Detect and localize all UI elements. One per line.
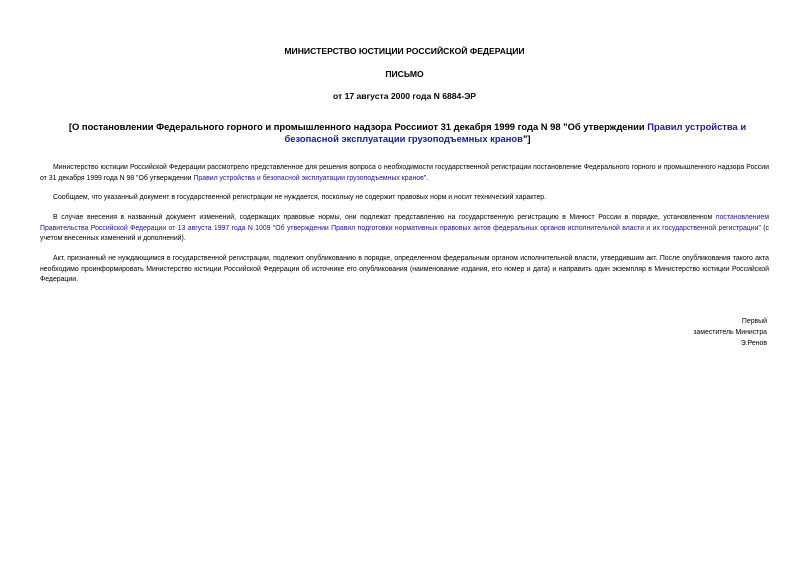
paragraph-review-end: ". bbox=[423, 174, 429, 182]
paragraph-review-text: Министерство юстиции Российской Федерации рассмотрело представленное для решения вопроса о необходимости государственной регистрации постановление Федерального горного и промышленного надзора России от 31 декабря 1999 года N 98 "Об утверждении bbox=[40, 164, 769, 182]
signature-name: Э.Ренов bbox=[740, 340, 767, 347]
signature-title-line1: Первый bbox=[741, 318, 767, 325]
paragraph-changes-text: В случае внесения в названный документ изменений, содержащих правовые нормы, они подлежат представлению на государственную регистрацию в Минюст России в порядке, установленном bbox=[53, 214, 716, 221]
subject-prefix: [О постановлении Федерального горного и промышленного надзора Россииот 31 декабря 1999 года N 98 "Об утверждении bbox=[68, 121, 648, 132]
paragraph-no-registration: Сообщаем, что указанный документ в государственной регистрации не нуждается, поскольку не содержит правовых норм и носит технический характер. bbox=[53, 194, 547, 201]
subject-suffix: "] bbox=[522, 133, 531, 144]
paragraph-changes bbox=[40, 213, 769, 245]
signature-block bbox=[693, 316, 767, 349]
paragraph-review bbox=[40, 163, 769, 184]
subject-rules-link[interactable]: Правил устройства и безопасной эксплуатации грузоподъемных кранов bbox=[284, 121, 747, 144]
document-subject bbox=[50, 121, 765, 145]
rules-link[interactable]: Правил устройства и безопасной эксплуатации грузоподъемных кранов bbox=[193, 174, 424, 182]
government-decree-link[interactable]: постановлением Правительства Российской Федерации от 13 августа 1997 года N 1009 "Об утверждении Правил подготовки нормативных правовых актов федеральных органов исполнительной власти и их государственной регистрации" bbox=[40, 214, 769, 232]
signature-title-line2: заместитель Министра bbox=[693, 329, 767, 336]
ministry-heading: МИНИСТЕРСТВО ЮСТИЦИИ РОССИЙСКОЙ ФЕДЕРАЦИИ bbox=[284, 46, 525, 56]
document-date-number: от 17 августа 2000 года N 6884-ЭР bbox=[332, 91, 477, 101]
document-type-heading: ПИСЬМО bbox=[385, 69, 424, 79]
paragraph-changes-end: (с учетом внесенных изменений и дополнений). bbox=[40, 224, 769, 242]
paragraph-publication: Акт, признанный не нуждающимся в государственной регистрации, подлежит опубликованию в порядке, определенном федеральным органом исполнительной власти, утвердившим акт. После опубликования такого акта необходимо проинформировать Министерство юстиции Российской Федерации об источнике его опубликования (наименование издания, его номер и дата) и направить один экземпляр в Министерство юстиции Российской Федерации. bbox=[40, 255, 769, 283]
